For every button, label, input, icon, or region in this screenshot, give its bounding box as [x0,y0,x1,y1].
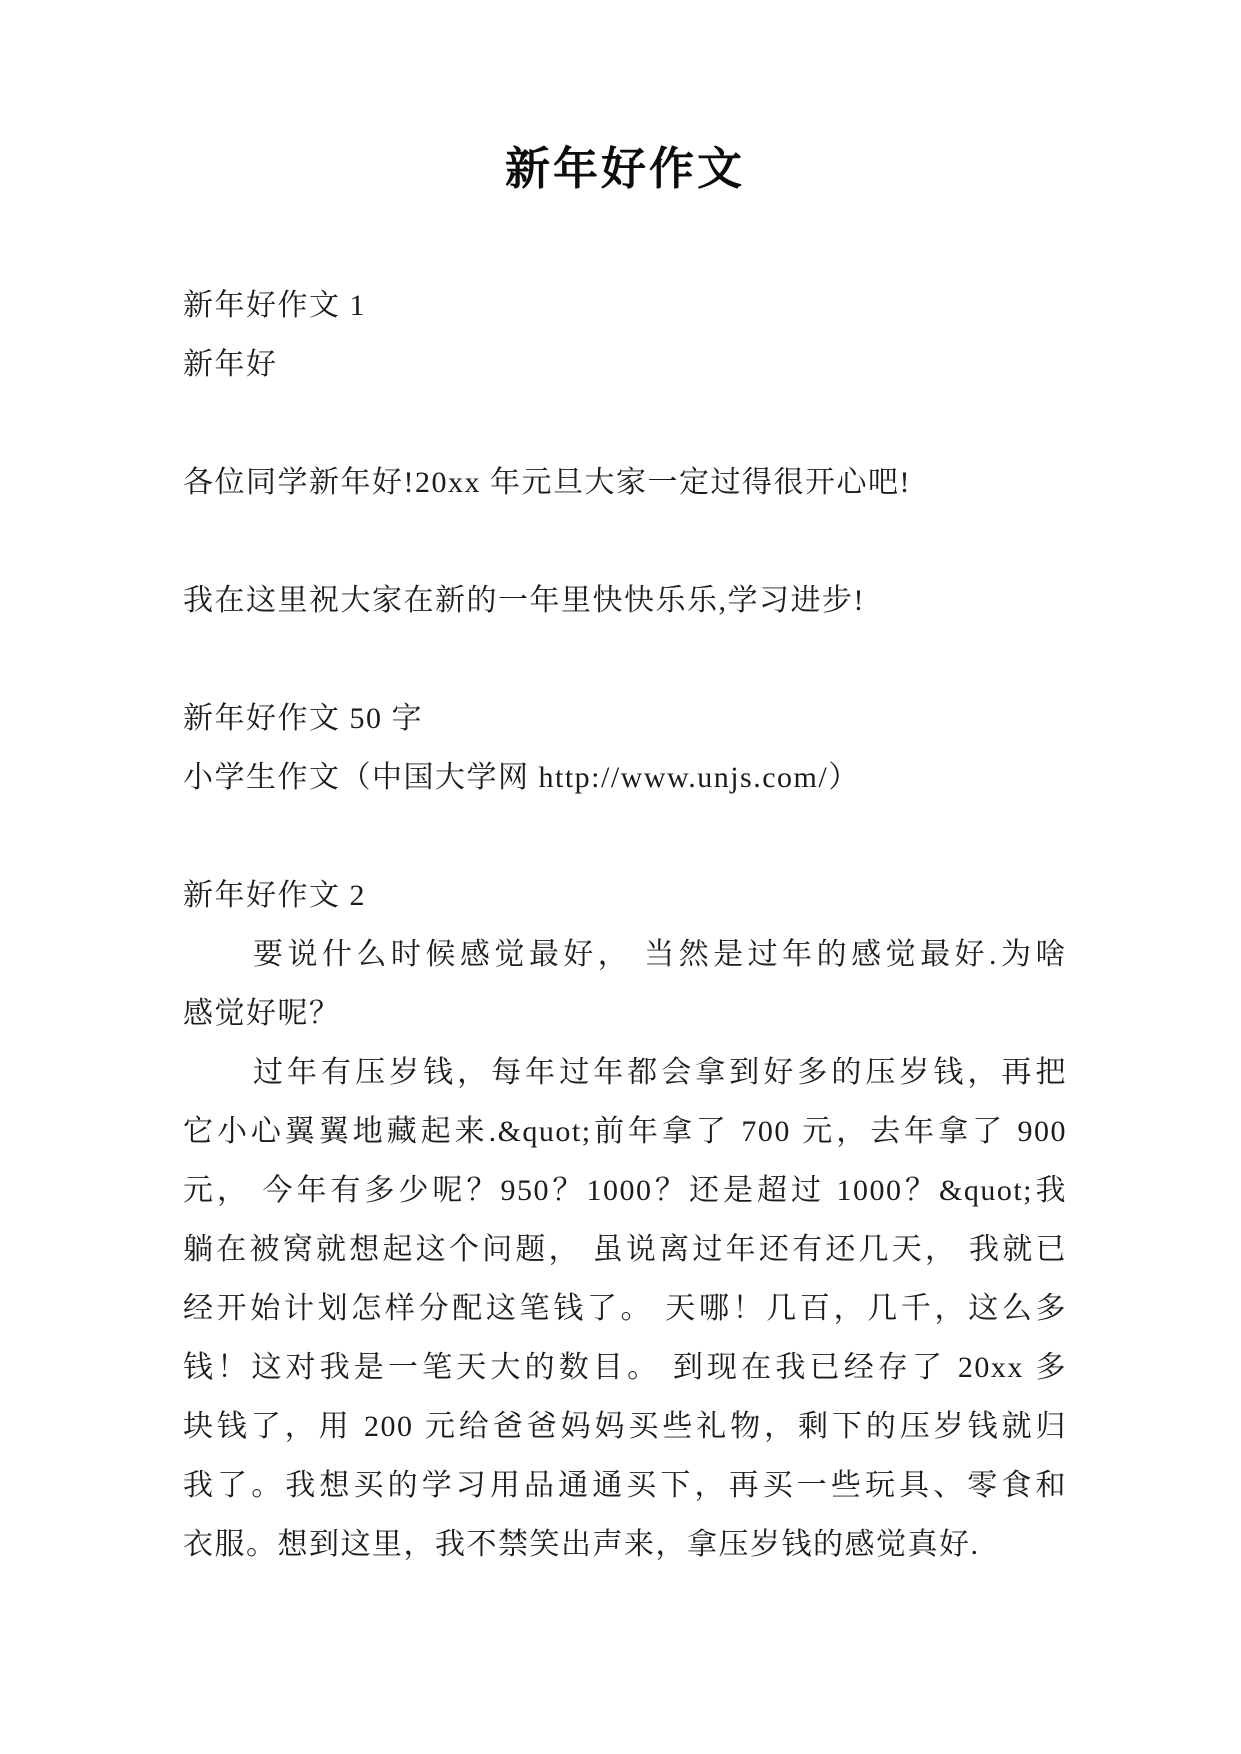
text-line: 新年好 [183,348,278,381]
blank-line [183,394,1067,453]
blank-line [183,807,1067,866]
text-line: 它小心翼翼地藏起来.&quot;前年拿了 700 元，去年拿了 900 [183,1115,1067,1148]
text-line: 各位同学新年好!20xx 年元旦大家一定过得很开心吧! [183,466,911,499]
text-line: 小学生作文（中国大学网 http://www.unjs.com/） [183,761,860,794]
blank-line [183,512,1067,571]
text-line: 衣服。想到这里，我不禁笑出声来，拿压岁钱的感觉真好. [183,1528,980,1561]
text-line: 过年有压岁钱，每年过年都会拿到好多的压岁钱，再把 [253,1056,1067,1089]
text-line: 新年好作文 2 [183,879,366,912]
text-line: 我了。我想买的学习用品通通买下，再买一些玩具、零食和 [183,1469,1067,1502]
text-line: 我在这里祝大家在新的一年里快快乐乐,学习进步! [183,584,865,617]
blank-line [183,630,1067,689]
document-body [183,276,1067,1574]
text-line: 新年好作文 1 [183,289,366,322]
text-line: 感觉好呢？ [183,997,341,1030]
text-line: 新年好作文 50 字 [183,702,423,735]
text-line: 躺在被窝就想起这个问题， 虽说离过年还有还几天， 我就已 [183,1233,1067,1266]
text-line: 要说什么时候感觉最好， 当然是过年的感觉最好.为啥 [253,938,1067,971]
text-line: 钱！这对我是一笔天大的数目。 到现在我已经存了 20xx 多 [183,1351,1067,1384]
text-line: 元， 今年有多少呢？950？1000？还是超过 1000？&quot;我 [183,1174,1067,1207]
page-title: 新年好作文 [504,144,745,194]
text-line: 块钱了，用 200 元给爸爸妈妈买些礼物，剩下的压岁钱就归 [183,1410,1067,1443]
text-line: 经开始计划怎样分配这笔钱了。 天哪！几百，几千，这么多 [183,1292,1067,1325]
